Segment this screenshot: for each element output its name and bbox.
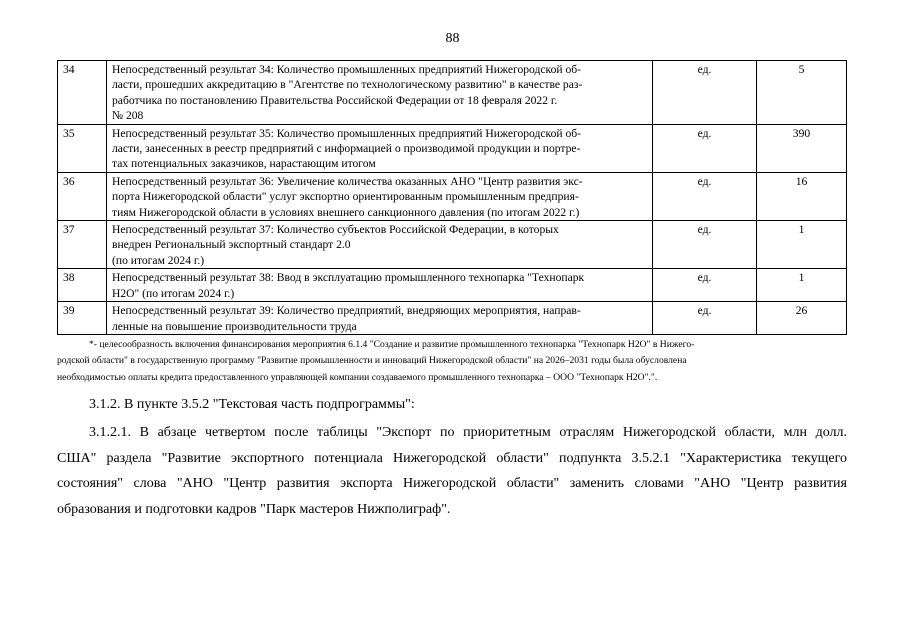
- description-line: Непосредственный результат 35: Количество промышленных предприятий Нижегородской об-: [112, 126, 582, 140]
- description-line: Непосредственный результат 34: Количество промышленных предприятий Нижегородской об-: [112, 63, 582, 76]
- description-line: работчика по постановлению Правительства Российской Федерации от 18 февраля 2022 г.: [112, 93, 558, 107]
- description-line: Н2О" (по итогам 2024 г.): [112, 286, 235, 300]
- footnote-line: родской области" в государственную программу "Развитие промышленности и инноваций Нижегородской области" на 2026–2031 годы была обусловлена: [57, 355, 687, 367]
- row-number: 38: [58, 269, 107, 302]
- row-value: 5: [757, 61, 847, 125]
- description-line: ласти, прошедших аккредитацию в "Агентстве по технологическому развитию" в качестве раз-: [112, 78, 583, 92]
- table-row: [58, 269, 847, 302]
- row-unit: ед.: [653, 124, 757, 172]
- table-footnote: [57, 337, 847, 386]
- footnote-line: *- целесообразность включения финансирования мероприятия 6.1.4 "Создание и развитие промышленного технопарка "Технопарк Н2О" в Нижего-: [89, 339, 695, 350]
- row-description: [107, 302, 653, 335]
- row-value: 390: [757, 124, 847, 172]
- description-line: № 208: [112, 109, 144, 123]
- footnote-line: необходимостью оплаты кредита предоставленного управляющей компании создаваемого промышленного технопарка – ООО "Технопарк Н2О".".: [57, 371, 658, 383]
- description-line: Непосредственный результат 36: Увеличение количества оказанных АНО "Центр развития экс-: [112, 174, 583, 188]
- row-description: [107, 61, 653, 125]
- row-value: 1: [757, 221, 847, 269]
- row-description: [107, 124, 653, 172]
- clause-paragraph: [57, 420, 847, 522]
- description-line: (по итогам 2024 г.): [112, 253, 205, 267]
- description-line: ласти, занесенных в реестр предприятий с информацией о производимой продукции и портре-: [112, 142, 581, 156]
- paragraph-line: состояния" слова "АНО "Центр развития экспорта Нижегородской области" заменить словами "АНО "Центр развития: [57, 476, 847, 491]
- description-line: внедрен Региональный экспортный стандарт 2.0: [112, 238, 351, 252]
- row-value: 1: [757, 269, 847, 302]
- description-line: ленные на повышение производительности труда: [112, 319, 357, 333]
- description-line: Непосредственный результат 39: Количество предприятий, внедряющих мероприятия, направ-: [112, 304, 581, 318]
- table-row: [58, 221, 847, 269]
- row-unit: ед.: [653, 221, 757, 269]
- description-line: тиям Нижегородской области в условиях внешнего санкционного давления (по итогам 2022 г.): [112, 205, 580, 219]
- row-unit: ед.: [653, 61, 757, 125]
- results-table: [57, 60, 847, 335]
- table-row: [58, 302, 847, 335]
- row-number: 39: [58, 302, 107, 335]
- paragraph-line: образования и подготовки кадров "Парк мастеров Нижполиграф".: [57, 501, 451, 517]
- row-number: 36: [58, 172, 107, 220]
- table-row: [58, 124, 847, 172]
- row-unit: ед.: [653, 172, 757, 220]
- table-row: [58, 61, 847, 125]
- row-unit: ед.: [653, 269, 757, 302]
- page-number: 88: [445, 31, 460, 46]
- row-number: 34: [58, 61, 107, 125]
- description-line: Непосредственный результат 37: Количество субъектов Российской Федерации, в которых: [112, 223, 559, 237]
- clause-heading: 3.1.2. В пункте 3.5.2 "Текстовая часть подпрограммы":: [89, 397, 415, 412]
- table-row: [58, 172, 847, 220]
- row-number: 35: [58, 124, 107, 172]
- row-unit: ед.: [653, 302, 757, 335]
- paragraph-line: 3.1.2.1. В абзаце четвертом после таблицы "Экспорт по приоритетным отраслям Нижегородской области, млн долл.: [89, 425, 847, 440]
- description-line: порта Нижегородской области" услуг экспортно ориентированным промышленным предприя-: [112, 190, 579, 204]
- description-line: тах потенциальных заказчиков, нарастающим итогом: [112, 157, 376, 171]
- row-value: 26: [757, 302, 847, 335]
- row-description: [107, 172, 653, 220]
- row-value: 16: [757, 172, 847, 220]
- row-description: [107, 221, 653, 269]
- row-number: 37: [58, 221, 107, 269]
- description-line: Непосредственный результат 38: Ввод в эксплуатацию промышленного технопарка "Технопарк: [112, 271, 585, 285]
- paragraph-line: США" раздела "Развитие экспортного потенциала Нижегородской области" подпункта 3.5.2.1 "Характеристика текущего: [57, 450, 847, 466]
- row-description: [107, 269, 653, 302]
